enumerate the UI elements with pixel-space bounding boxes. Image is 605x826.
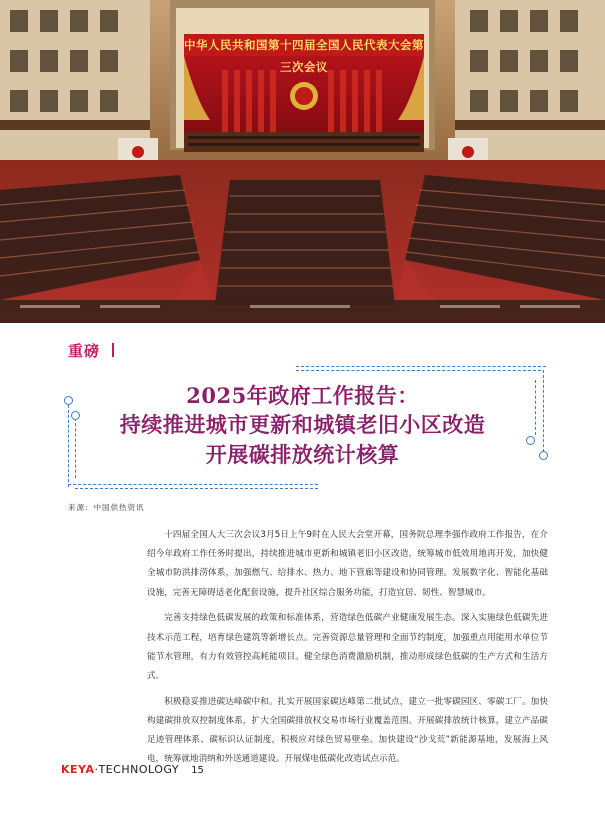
page-number: 15 <box>191 765 204 776</box>
frame-top-dash-2 <box>296 370 541 371</box>
paragraph: 积极稳妥推进碳达峰碳中和。扎实开展国家碳达峰第二批试点，建立一批零碳园区、零碳工厂。加快构建碳排放双控制度体系，扩大全国碳排放权交易市场行业覆盖范围。开展碳排放统计核算，建立产品碳足迹管理体系、碳标识认证制度，积极应对绿色贸易壁垒。加快建设“沙戈荒”新能源基地，发展海上风电，统筹就地消纳和外送通道建设。开展煤电低碳化改造试点示范。 <box>147 696 549 765</box>
section-tag: 重磅 <box>68 342 101 360</box>
frame-bottom-dash-2 <box>75 488 318 489</box>
brand-name: KEYA <box>61 763 95 776</box>
paragraph: 完善支持绿色低碳发展的政策和标准体系，营造绿色低碳产业健康发展生态。深入实施绿色低碳先进技术示范工程，培育绿色建筑等新增长点。完善资源总量管理和全面节约制度，加强重点用能用水单位节能节水管理，有力有效管控高耗能项目。健全绿色消费激励机制，推动形成绿色低碳的生产方式和生活方式。 <box>147 613 548 681</box>
article-body <box>147 526 548 776</box>
paragraph: 十四届全国人大三次会议3月5日上午9时在人民大会堂开幕，国务院总理李强作政府工作报告，在介绍今年政府工作任务时提出，持续推进城市更新和城镇老旧小区改造，统筹城市低效用地再开发，加快健全城市防洪排涝体系，加强燃气、给排水、热力、地下管廊等建设和协同管理。发展数字化、智能化基础设施，完善无障碍适老化配套设施，提升社区综合服务功能，打造宜居、韧性、智慧城市。 <box>147 530 548 598</box>
hero-photo <box>0 0 605 323</box>
page-footer <box>61 763 204 776</box>
article-source: 来源：中国供热资讯 <box>68 503 145 512</box>
frame-top-dash <box>296 366 546 367</box>
frame-bottom-dash <box>68 484 318 485</box>
title-line-3: 开展碳排放统计核算 <box>205 442 400 467</box>
title-line-1: 2025年政府工作报告： <box>186 383 419 408</box>
article-title <box>60 382 545 470</box>
title-line-2: 持续推进城市更新和城镇老旧小区改造 <box>119 412 486 437</box>
section-tag-bar <box>112 343 114 357</box>
brand-subtitle: ·TECHNOLOGY <box>94 763 180 776</box>
banner-text: 中华人民共和国第十四届全国人民代表大会第三次会议 <box>184 38 424 74</box>
